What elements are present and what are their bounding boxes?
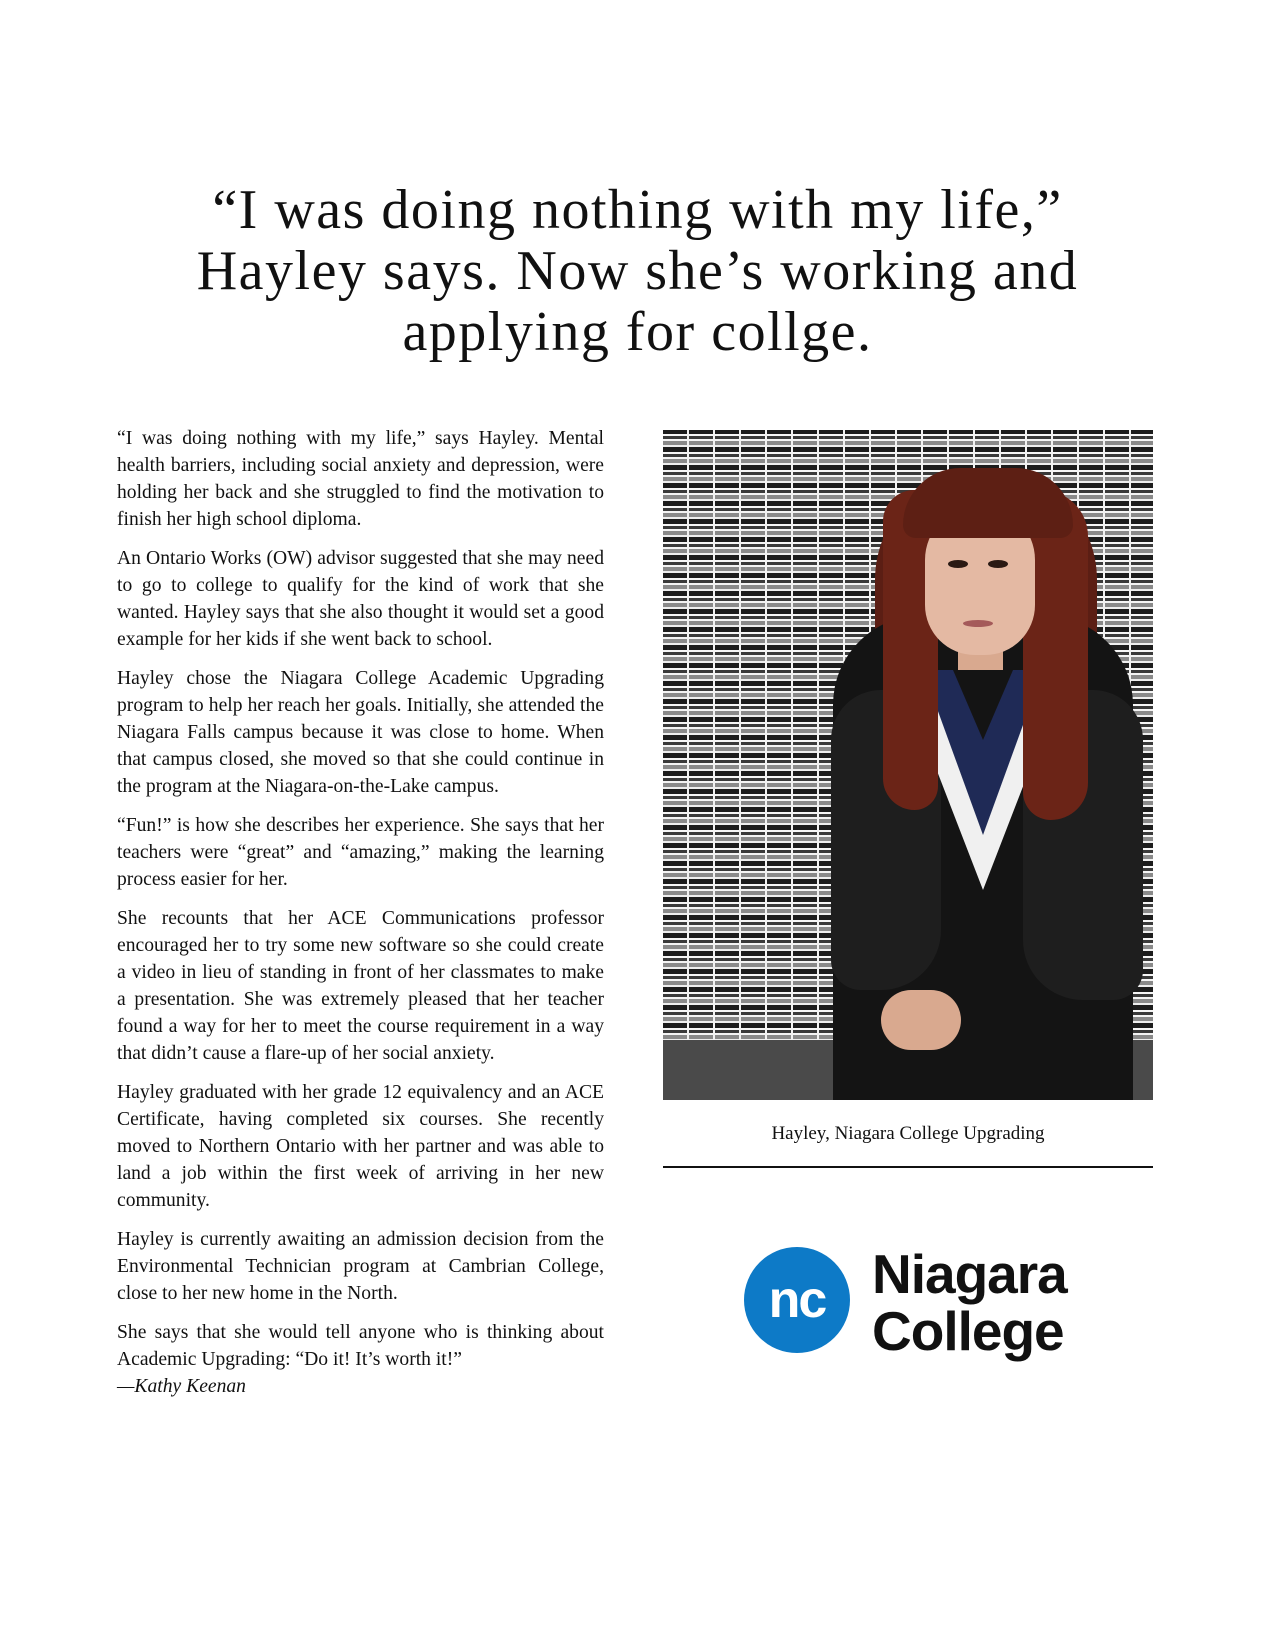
photo-mouth — [963, 620, 993, 627]
photo-hands — [881, 990, 961, 1050]
article-paragraph-8-text: She says that she would tell anyone who is thinking about Academic Upgrading: “Do it! It’s worth it!” — [117, 1322, 604, 1370]
logo-wordmark-line-2: College — [872, 1300, 1064, 1362]
article-paragraph-6: Hayley graduated with her grade 12 equivalency and an ACE Certificate, having completed six courses. She recently moved to Northern Ontario with her partner and was able to land a job within the first week of arriving in her new community. — [117, 1082, 604, 1211]
article-paragraph-5: She recounts that her ACE Communications professor encouraged her to try some new software so she could create a video in lieu of standing in front of her classmates to make a presentation. She was extremely pleased that her teacher found a way for her to meet the course requirement in a way that didn’t cause a flare-up of her social anxiety. — [117, 908, 604, 1064]
article-paragraph-1: “I was doing nothing with my life,” says Hayley. Mental health barriers, including social anxiety and depression, were holding her back and she struggled to find the motivation to finish her high school diploma. — [117, 428, 604, 530]
article-paragraph-7: Hayley is currently awaiting an admission decision from the Environmental Technician program at Cambrian College, close to her new home in the North. — [117, 1229, 604, 1304]
logo-wordmark — [872, 1243, 1067, 1362]
photo-hair-right — [1023, 490, 1088, 820]
niagara-college-logo — [744, 1244, 1084, 1360]
logo-wordmark-line-1: Niagara — [872, 1243, 1067, 1305]
article-paragraph-2: An Ontario Works (OW) advisor suggested that she may need to go to college to qualify for the kind of work that she wanted. Hayley says that she also thought it would set a good example for her kids if she went back to school. — [117, 548, 604, 650]
article-paragraph-4: “Fun!” is how she describes her experience. She says that her teachers were “great” and “amazing,” making the learning process easier for her. — [117, 815, 604, 890]
photo-hood-inner — [953, 670, 1013, 740]
graduate-photo — [663, 430, 1153, 1100]
photo-caption: Hayley, Niagara College Upgrading — [771, 1123, 1045, 1144]
photo-hair-top — [903, 468, 1073, 538]
headline-line-1: “I was doing nothing with my life,” — [212, 179, 1063, 241]
article-body — [117, 425, 604, 1400]
article-paragraph-8 — [117, 1319, 604, 1400]
divider-rule — [663, 1166, 1153, 1168]
article-paragraph-3: Hayley chose the Niagara College Academic Upgrading program to help her reach her goals. Initially, she attended the Niagara Falls campus because it was close to home. When that campus closed, she moved so that she could continue in the program at the Niagara-on-the-Lake campus. — [117, 668, 604, 797]
photo-eye-left — [948, 560, 968, 568]
headline-line-2: Hayley says. Now she’s working and — [196, 240, 1079, 302]
nc-logo-icon: nc — [744, 1247, 850, 1353]
headline-line-3: applying for collge. — [402, 301, 873, 363]
photo-eye-right — [988, 560, 1008, 568]
byline: —Kathy Keenan — [117, 1376, 246, 1397]
headline — [150, 180, 1125, 363]
